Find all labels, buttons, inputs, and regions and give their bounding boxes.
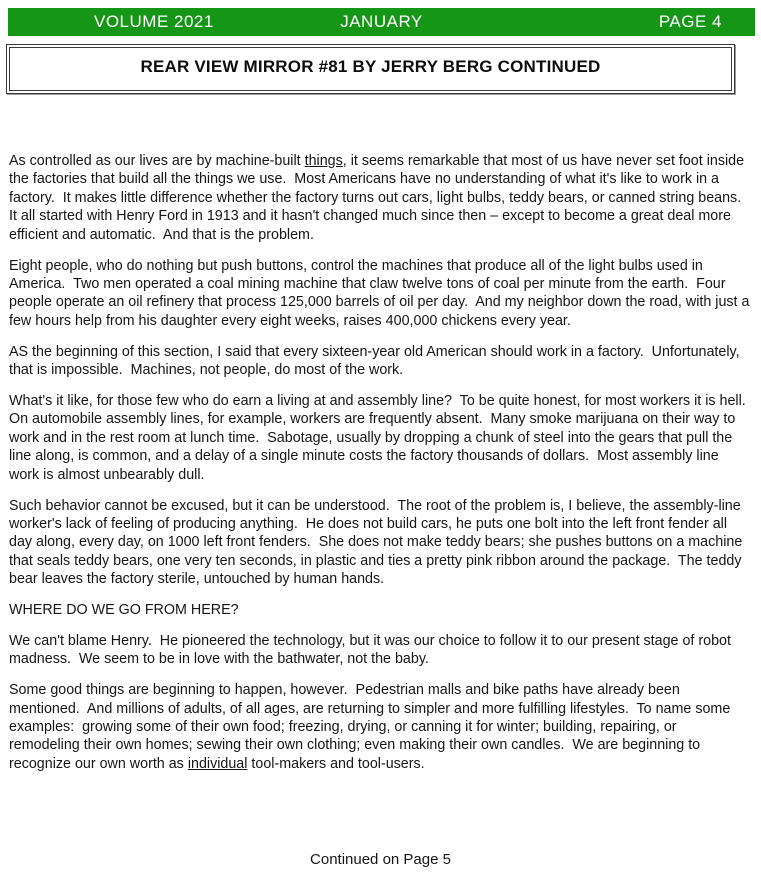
paragraph-text: AS the beginning of this section, I said that every sixteen-year old American should work in a factory. Unfortunately, that is impossible. Machines, not people, do most of the work. <box>9 343 744 379</box>
paragraph-text: What's it like, for those few who do earn a living at and assembly line? To be quite honest, for most workers it is hell. On automobile assembly lines, for example, workers are frequently absent. Many smoke marijuana on their way to work and in the rest room at lunch time. Sabotage, usually by dropping a chunk of steel into the gears that pull the line along, is common, and a delay of a single minute costs the factory thousands of dollars. Most assembly line work is almost unbearably dull. <box>9 392 754 483</box>
paragraph-text: Eight people, who do nothing but push buttons, control the machines that produce all of the light bulbs used in America. Two men operated a coal mining machine that claw twelve tons of coal per minute from the earth. Four people operate an oil refinery that process 125,000 barrels of oil per day. And my neighbor down the road, with just a few hours help from his daughter every eight weeks, raises 400,000 chickens every year. <box>9 257 754 329</box>
paragraph-text: WHERE DO WE GO FROM HERE? <box>9 602 239 619</box>
paragraph <box>9 343 751 380</box>
paragraph-text: Some good things are beginning to happen, however. Pedestrian malls and bike paths have already been mentioned. And millions of adults, of all ages, are returning to simpler and more fulfilling lifestyles. To name some examples: growing some of their own food; freezing, drying, or canning it for winter; building, repairing, or remodeling their own homes; sewing their own clothing; even making their own candles. We are beginning to recognize our own worth as <box>9 682 735 772</box>
page-title: REAR VIEW MIRROR #81 BY JERRY BERG CONTINUED <box>140 57 601 76</box>
paragraph <box>9 152 751 244</box>
paragraph-text: tool-makers and tool-users. <box>247 755 425 772</box>
paragraph-text: , it seems remarkable that most of us have never set foot inside the factories that build all the things we use. Most Americans have no understanding of what it's like to work in a factory. It makes little difference whether the factory turns out cars, light bulbs, teddy bears, or canned string beans. It all started with Henry Ford in 1913 and it hasn't changed much since then – except to become a great deal more efficient and automatic. And that is the problem. <box>9 153 750 243</box>
paragraph <box>9 681 751 773</box>
paragraph <box>9 497 751 589</box>
paragraph <box>9 392 754 484</box>
paragraph-text: Such behavior cannot be excused, but it can be understood. The root of the problem is, I believe, the assembly-line worker's lack of feeling of producing anything. He does not build cars, he puts one bolt into the left front fender all day along, every day, on 1000 left front fenders. She does not make teddy bears; she pushes buttons on a machine that seals teddy bears, one very ten seconds, in plastic and ties a pretty pink ribbon around the package. The teddy bear leaves the factory sterile, untouched by human hands. <box>9 497 747 588</box>
paragraph <box>9 257 754 331</box>
underlined-word: things <box>304 153 343 169</box>
paragraph-text: As controlled as our lives are by machine-built <box>9 153 305 169</box>
footer-continued-note: Continued on Page 5 <box>310 851 451 868</box>
paragraph <box>9 601 751 619</box>
underlined-word: individual <box>187 755 248 772</box>
header-month-label: JANUARY <box>340 12 423 31</box>
header-bar <box>8 8 755 36</box>
article <box>9 152 754 786</box>
header-page-label: PAGE 4 <box>658 12 722 31</box>
paragraph <box>9 632 751 669</box>
title-box <box>6 44 735 94</box>
header-volume-label: VOLUME 2021 <box>94 12 214 31</box>
paragraph-text: We can't blame Henry. He pioneered the technology, but it was our choice to follow it to our present stage of robot madness. We seem to be in love with the bathwater, not the baby. <box>9 632 735 668</box>
